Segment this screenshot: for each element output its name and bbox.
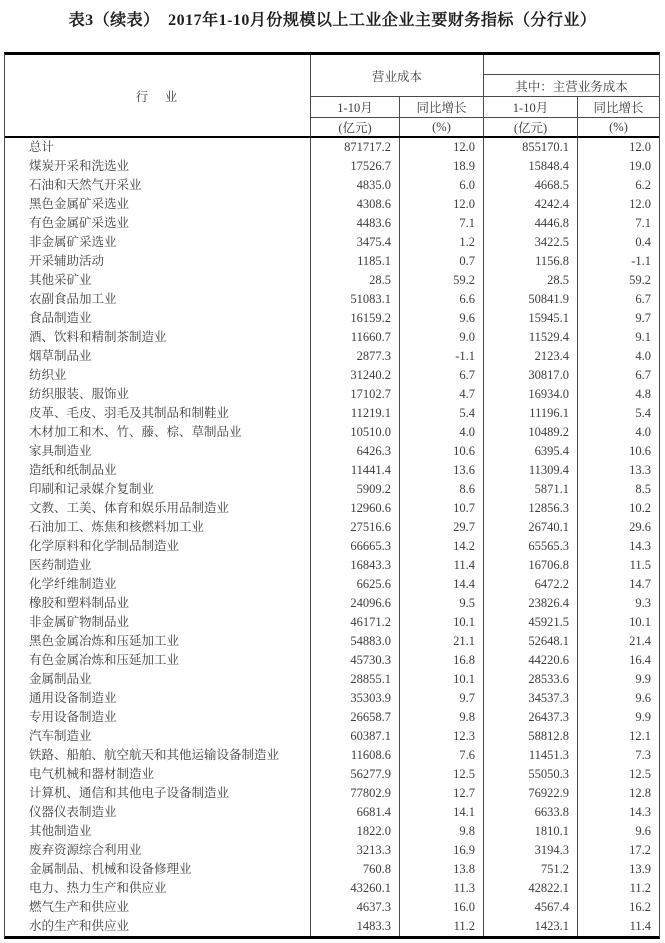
- industry-name: 非金属矿物制品业: [5, 613, 311, 632]
- operating-cost-growth-value: 11.3: [400, 879, 484, 898]
- operating-cost-value: 5909.2: [311, 480, 400, 499]
- table-row: [5, 233, 659, 252]
- operating-cost-growth-value: 6.0: [400, 176, 484, 195]
- main-business-cost-growth-value: 6.7: [635, 292, 651, 306]
- operating-cost-value: 45730.3: [311, 651, 400, 670]
- col-unit-pct-1: (%): [400, 118, 484, 136]
- main-business-cost-value: 28533.6: [484, 670, 578, 689]
- operating-cost-growth-value: -1.1: [400, 347, 484, 366]
- main-business-cost-growth-value: 9.9: [635, 672, 651, 686]
- industry-name: 食品制造业: [5, 309, 311, 328]
- operating-cost-growth-value: 12.0: [400, 138, 484, 157]
- operating-cost-value: 11608.6: [311, 746, 400, 765]
- main-business-cost-value: 11309.4: [484, 461, 578, 480]
- industry-name: 黑色金属矿采选业: [5, 195, 311, 214]
- operating-cost-growth-value: 10.6: [400, 442, 484, 461]
- operating-cost-value: 1483.3: [311, 917, 400, 936]
- table-row: [5, 917, 659, 936]
- table-row: [5, 803, 659, 822]
- industry-name: 非金属矿采选业: [5, 233, 311, 252]
- operating-cost-growth-value: 14.1: [400, 803, 484, 822]
- main-business-cost-value: 11529.4: [484, 328, 578, 347]
- operating-cost-growth-value: 16.9: [400, 841, 484, 860]
- industry-name: 电气机械和器材制造业: [5, 765, 311, 784]
- main-business-cost-value: 4446.8: [484, 214, 578, 233]
- industry-name: 汽车制造业: [5, 727, 311, 746]
- main-business-cost-value: 11196.1: [484, 404, 578, 423]
- table-row: [5, 898, 659, 917]
- operating-cost-value: 51083.1: [311, 290, 400, 309]
- main-business-cost-value: 10489.2: [484, 423, 578, 442]
- operating-cost-value: 4637.3: [311, 898, 400, 917]
- col-group-operating-cost: 营业成本: [311, 55, 484, 97]
- operating-cost-growth-value: 7.6: [400, 746, 484, 765]
- table-header: [5, 55, 659, 138]
- table-row: [5, 176, 659, 195]
- industry-name: 文教、工美、体育和娱乐用品制造业: [5, 499, 311, 518]
- operating-cost-growth-value: 0.7: [400, 252, 484, 271]
- table-title: 表3（续表） 2017年1-10月份规模以上工业企业主要财务指标（分行业）: [68, 12, 597, 29]
- industry-name: 其他制造业: [5, 822, 311, 841]
- operating-cost-value: 54883.0: [311, 632, 400, 651]
- table-row: [5, 157, 659, 176]
- industry-name: 医药制造业: [5, 556, 311, 575]
- main-business-cost-growth-value: 9.3: [635, 596, 651, 610]
- industry-name: 化学纤维制造业: [5, 575, 311, 594]
- operating-cost-growth-value: 18.9: [400, 157, 484, 176]
- main-business-cost-growth-value: 4.0: [635, 425, 651, 439]
- main-business-cost-value: 4242.4: [484, 195, 578, 214]
- operating-cost-growth-value: 29.7: [400, 518, 484, 537]
- main-business-cost-growth-value: 6.7: [635, 368, 651, 382]
- operating-cost-value: 60387.1: [311, 727, 400, 746]
- industry-name: 其他采矿业: [5, 271, 311, 290]
- main-business-cost-growth-value: 11.2: [629, 881, 651, 895]
- operating-cost-value: 16843.3: [311, 556, 400, 575]
- main-business-cost-growth-value: 7.1: [635, 216, 651, 230]
- main-business-cost-value: 1810.1: [484, 822, 578, 841]
- main-business-cost-value: 4567.4: [484, 898, 578, 917]
- industry-name: 木材加工和木、竹、藤、棕、草制品业: [5, 423, 311, 442]
- col-header-period-1: 1-10月: [311, 97, 400, 118]
- operating-cost-growth-value: 14.4: [400, 575, 484, 594]
- main-business-cost-value: 58812.8: [484, 727, 578, 746]
- main-business-cost-growth-value: 12.8: [629, 786, 651, 800]
- main-business-cost-growth-value: 6.2: [635, 178, 651, 192]
- main-business-cost-growth-value: 19.0: [629, 159, 651, 173]
- operating-cost-growth-value: 12.0: [400, 195, 484, 214]
- operating-cost-value: 11441.4: [311, 461, 400, 480]
- operating-cost-growth-value: 9.5: [400, 594, 484, 613]
- main-business-cost-value: 26437.3: [484, 708, 578, 727]
- industry-name: 有色金属冶炼和压延加工业: [5, 651, 311, 670]
- operating-cost-growth-value: 9.8: [400, 822, 484, 841]
- table-row: [5, 708, 659, 727]
- table-row: [5, 309, 659, 328]
- main-business-cost-growth-value: 16.2: [629, 900, 651, 914]
- operating-cost-growth-value: 12.7: [400, 784, 484, 803]
- table-row: [5, 423, 659, 442]
- operating-cost-value: 4483.6: [311, 214, 400, 233]
- main-business-cost-value: 5871.1: [484, 480, 578, 499]
- col-group-main-business-cost: 其中：主营业务成本: [484, 75, 659, 97]
- main-business-cost-growth-value: 12.0: [629, 197, 651, 211]
- industry-name: 橡胶和塑料制品业: [5, 594, 311, 613]
- operating-cost-growth-value: 10.1: [400, 670, 484, 689]
- industry-name: 水的生产和供应业: [5, 917, 311, 936]
- operating-cost-growth-value: 11.2: [400, 917, 484, 936]
- col-unit-yuan-1: (亿元): [311, 118, 400, 136]
- operating-cost-value: 31240.2: [311, 366, 400, 385]
- col-unit-pct-2: (%): [609, 119, 628, 134]
- operating-cost-value: 28.5: [311, 271, 400, 290]
- industry-name: 金属制品业: [5, 670, 311, 689]
- main-business-cost-value: 26740.1: [484, 518, 578, 537]
- industry-name: 煤炭开采和洗选业: [5, 157, 311, 176]
- operating-cost-growth-value: 11.4: [400, 556, 484, 575]
- table-row: [5, 385, 659, 404]
- main-business-cost-value: 6633.8: [484, 803, 578, 822]
- operating-cost-growth-value: 1.2: [400, 233, 484, 252]
- operating-cost-growth-value: 9.8: [400, 708, 484, 727]
- operating-cost-value: 1185.1: [311, 252, 400, 271]
- operating-cost-value: 24096.6: [311, 594, 400, 613]
- operating-cost-growth-value: 9.0: [400, 328, 484, 347]
- main-business-cost-value: 42822.1: [484, 879, 578, 898]
- main-business-cost-growth-value: 9.6: [635, 691, 651, 705]
- main-business-cost-value: 65565.3: [484, 537, 578, 556]
- operating-cost-value: 66665.3: [311, 537, 400, 556]
- main-business-cost-growth-value: 14.7: [629, 577, 651, 591]
- col-header-growth-2: 同比增长: [578, 97, 659, 118]
- industry-name: 专用设备制造业: [5, 708, 311, 727]
- main-business-cost-value: 6395.4: [484, 442, 578, 461]
- table-row: [5, 290, 659, 309]
- operating-cost-growth-value: 7.1: [400, 214, 484, 233]
- industry-name: 印刷和记录媒介复制业: [5, 480, 311, 499]
- table-row: [5, 556, 659, 575]
- main-business-cost-growth-value: 59.2: [629, 273, 651, 287]
- industry-name: 铁路、船舶、航空航天和其他运输设备制造业: [5, 746, 311, 765]
- main-business-cost-value: 16706.8: [484, 556, 578, 575]
- industry-name: 烟草制品业: [5, 347, 311, 366]
- operating-cost-value: 11660.7: [311, 328, 400, 347]
- main-business-cost-value: 1423.1: [484, 917, 578, 936]
- main-business-cost-growth-value: 14.3: [629, 539, 651, 553]
- main-business-cost-growth-value: 12.1: [629, 729, 651, 743]
- main-business-cost-growth-value: 10.1: [629, 615, 651, 629]
- table-row: [5, 594, 659, 613]
- operating-cost-value: 56277.9: [311, 765, 400, 784]
- operating-cost-growth-value: 12.3: [400, 727, 484, 746]
- operating-cost-value: 16159.2: [311, 309, 400, 328]
- operating-cost-value: 6426.3: [311, 442, 400, 461]
- operating-cost-growth-value: 13.6: [400, 461, 484, 480]
- main-business-cost-growth-value: 12.5: [629, 767, 651, 781]
- main-business-cost-value: 34537.3: [484, 689, 578, 708]
- operating-cost-growth-value: 6.6: [400, 290, 484, 309]
- operating-cost-value: 77802.9: [311, 784, 400, 803]
- operating-cost-growth-value: 6.7: [400, 366, 484, 385]
- table-row: [5, 138, 659, 157]
- main-business-cost-growth-value: 11.4: [629, 919, 651, 933]
- financial-indicators-table: [4, 52, 660, 939]
- col-header-industry: 行 业: [5, 55, 311, 136]
- operating-cost-growth-value: 12.5: [400, 765, 484, 784]
- main-business-cost-growth-value: 21.4: [629, 634, 651, 648]
- table-row: [5, 632, 659, 651]
- main-business-cost-growth-value: 9.9: [635, 710, 651, 724]
- table-row: [5, 518, 659, 537]
- industry-name: 电力、热力生产和供应业: [5, 879, 311, 898]
- table-row: [5, 651, 659, 670]
- main-business-cost-value: 3194.3: [484, 841, 578, 860]
- industry-name: 计算机、通信和其他电子设备制造业: [5, 784, 311, 803]
- table-row: [5, 765, 659, 784]
- industry-name: 仪器仪表制造业: [5, 803, 311, 822]
- col-group-spacer: [484, 55, 659, 75]
- operating-cost-value: 4835.0: [311, 176, 400, 195]
- operating-cost-value: 46171.2: [311, 613, 400, 632]
- table-body: [5, 138, 659, 936]
- table-row: [5, 271, 659, 290]
- operating-cost-growth-value: 10.7: [400, 499, 484, 518]
- operating-cost-growth-value: 59.2: [400, 271, 484, 290]
- col-unit-yuan-2: (亿元): [484, 118, 578, 136]
- main-business-cost-growth-value: 16.4: [629, 653, 651, 667]
- table-row: [5, 461, 659, 480]
- industry-name: 造纸和纸制品业: [5, 461, 311, 480]
- table-row: [5, 822, 659, 841]
- operating-cost-growth-value: 5.4: [400, 404, 484, 423]
- operating-cost-growth-value: 9.6: [400, 309, 484, 328]
- table-row: [5, 252, 659, 271]
- main-business-cost-value: 1156.8: [484, 252, 578, 271]
- industry-name: 农副食品加工业: [5, 290, 311, 309]
- table-row: [5, 841, 659, 860]
- industry-name: 化学原料和化学制品制造业: [5, 537, 311, 556]
- industry-name: 开采辅助活动: [5, 252, 311, 271]
- operating-cost-growth-value: 14.2: [400, 537, 484, 556]
- industry-name: 黑色金属冶炼和压延加工业: [5, 632, 311, 651]
- industry-name: 酒、饮料和精制茶制造业: [5, 328, 311, 347]
- main-business-cost-growth-value: 10.2: [629, 501, 651, 515]
- main-business-cost-value: 15848.4: [484, 157, 578, 176]
- main-business-cost-growth-value: 17.2: [629, 843, 651, 857]
- main-business-cost-growth-value: 4.0: [635, 349, 651, 363]
- main-business-cost-growth-value: 13.3: [629, 463, 651, 477]
- industry-name: 纺织服装、服饰业: [5, 385, 311, 404]
- main-business-cost-growth-value: 10.6: [629, 444, 651, 458]
- main-business-cost-growth-value: 14.3: [629, 805, 651, 819]
- main-business-cost-growth-value: 29.6: [629, 520, 651, 534]
- operating-cost-value: 17526.7: [311, 157, 400, 176]
- operating-cost-value: 26658.7: [311, 708, 400, 727]
- main-business-cost-growth-value: 4.8: [635, 387, 651, 401]
- operating-cost-value: 27516.6: [311, 518, 400, 537]
- table-row: [5, 328, 659, 347]
- industry-name: 石油和天然气开采业: [5, 176, 311, 195]
- operating-cost-value: 17102.7: [311, 385, 400, 404]
- table-row: [5, 575, 659, 594]
- main-business-cost-value: 15945.1: [484, 309, 578, 328]
- operating-cost-value: 1822.0: [311, 822, 400, 841]
- col-header-growth-1: 同比增长: [400, 97, 484, 118]
- operating-cost-value: 760.8: [311, 860, 400, 879]
- table-row: [5, 613, 659, 632]
- main-business-cost-growth-value: 9.6: [635, 824, 651, 838]
- main-business-cost-value: 2123.4: [484, 347, 578, 366]
- operating-cost-value: 2877.3: [311, 347, 400, 366]
- operating-cost-value: 871717.2: [311, 138, 400, 157]
- industry-name: 皮革、毛皮、羽毛及其制品和制鞋业: [5, 404, 311, 423]
- main-business-cost-value: 6472.2: [484, 575, 578, 594]
- industry-name: 纺织业: [5, 366, 311, 385]
- industry-name: 石油加工、炼焦和核燃料加工业: [5, 518, 311, 537]
- table-row: [5, 670, 659, 689]
- operating-cost-growth-value: 8.6: [400, 480, 484, 499]
- operating-cost-growth-value: 13.8: [400, 860, 484, 879]
- industry-name: 总计: [5, 138, 311, 157]
- main-business-cost-growth-value: 5.4: [635, 406, 651, 420]
- main-business-cost-growth-value: 12.0: [629, 140, 651, 154]
- main-business-cost-growth-value: 9.1: [635, 330, 651, 344]
- table-row: [5, 860, 659, 879]
- table-row: [5, 404, 659, 423]
- main-business-cost-value: 4668.5: [484, 176, 578, 195]
- operating-cost-growth-value: 4.0: [400, 423, 484, 442]
- industry-name: 燃气生产和供应业: [5, 898, 311, 917]
- table-row: [5, 214, 659, 233]
- operating-cost-value: 10510.0: [311, 423, 400, 442]
- main-business-cost-value: 30817.0: [484, 366, 578, 385]
- table-row: [5, 746, 659, 765]
- table-row: [5, 727, 659, 746]
- main-business-cost-growth-value: 8.5: [635, 482, 651, 496]
- industry-name: 家具制造业: [5, 442, 311, 461]
- operating-cost-value: 43260.1: [311, 879, 400, 898]
- operating-cost-growth-value: 21.1: [400, 632, 484, 651]
- main-business-cost-value: 50841.9: [484, 290, 578, 309]
- main-business-cost-value: 28.5: [484, 271, 578, 290]
- operating-cost-value: 35303.9: [311, 689, 400, 708]
- table-row: [5, 366, 659, 385]
- main-business-cost-value: 52648.1: [484, 632, 578, 651]
- col-header-period-2: 1-10月: [484, 97, 578, 118]
- main-business-cost-growth-value: 7.3: [635, 748, 651, 762]
- main-business-cost-value: 45921.5: [484, 613, 578, 632]
- industry-name: 金属制品、机械和设备修理业: [5, 860, 311, 879]
- table-row: [5, 784, 659, 803]
- table-row: [5, 480, 659, 499]
- operating-cost-growth-value: 16.0: [400, 898, 484, 917]
- main-business-cost-growth-value: 13.9: [629, 862, 651, 876]
- main-business-cost-growth-value: -1.1: [631, 254, 651, 268]
- main-business-cost-growth-value: 11.5: [629, 558, 651, 572]
- operating-cost-value: 11219.1: [311, 404, 400, 423]
- operating-cost-value: 3475.4: [311, 233, 400, 252]
- main-business-cost-value: 16934.0: [484, 385, 578, 404]
- table-row: [5, 499, 659, 518]
- operating-cost-growth-value: 9.7: [400, 689, 484, 708]
- operating-cost-growth-value: 16.8: [400, 651, 484, 670]
- table-row: [5, 195, 659, 214]
- main-business-cost-value: 11451.3: [484, 746, 578, 765]
- table-row: [5, 879, 659, 898]
- main-business-cost-value: 44220.6: [484, 651, 578, 670]
- main-business-cost-growth-value: 9.7: [635, 311, 651, 325]
- industry-name: 废弃资源综合利用业: [5, 841, 311, 860]
- table-row: [5, 442, 659, 461]
- operating-cost-value: 12960.6: [311, 499, 400, 518]
- operating-cost-value: 28855.1: [311, 670, 400, 689]
- main-business-cost-value: 76922.9: [484, 784, 578, 803]
- operating-cost-value: 6681.4: [311, 803, 400, 822]
- main-business-cost-value: 855170.1: [484, 138, 578, 157]
- operating-cost-growth-value: 10.1: [400, 613, 484, 632]
- industry-name: 有色金属矿采选业: [5, 214, 311, 233]
- industry-name: 通用设备制造业: [5, 689, 311, 708]
- operating-cost-value: 3213.3: [311, 841, 400, 860]
- main-business-cost-value: 23826.4: [484, 594, 578, 613]
- operating-cost-growth-value: 4.7: [400, 385, 484, 404]
- table-row: [5, 347, 659, 366]
- main-business-cost-value: 751.2: [484, 860, 578, 879]
- main-business-cost-growth-value: 0.4: [635, 235, 651, 249]
- main-business-cost-value: 12856.3: [484, 499, 578, 518]
- operating-cost-value: 4308.6: [311, 195, 400, 214]
- operating-cost-value: 6625.6: [311, 575, 400, 594]
- main-business-cost-value: 55050.3: [484, 765, 578, 784]
- table-row: [5, 537, 659, 556]
- table-row: [5, 689, 659, 708]
- main-business-cost-value: 3422.5: [484, 233, 578, 252]
